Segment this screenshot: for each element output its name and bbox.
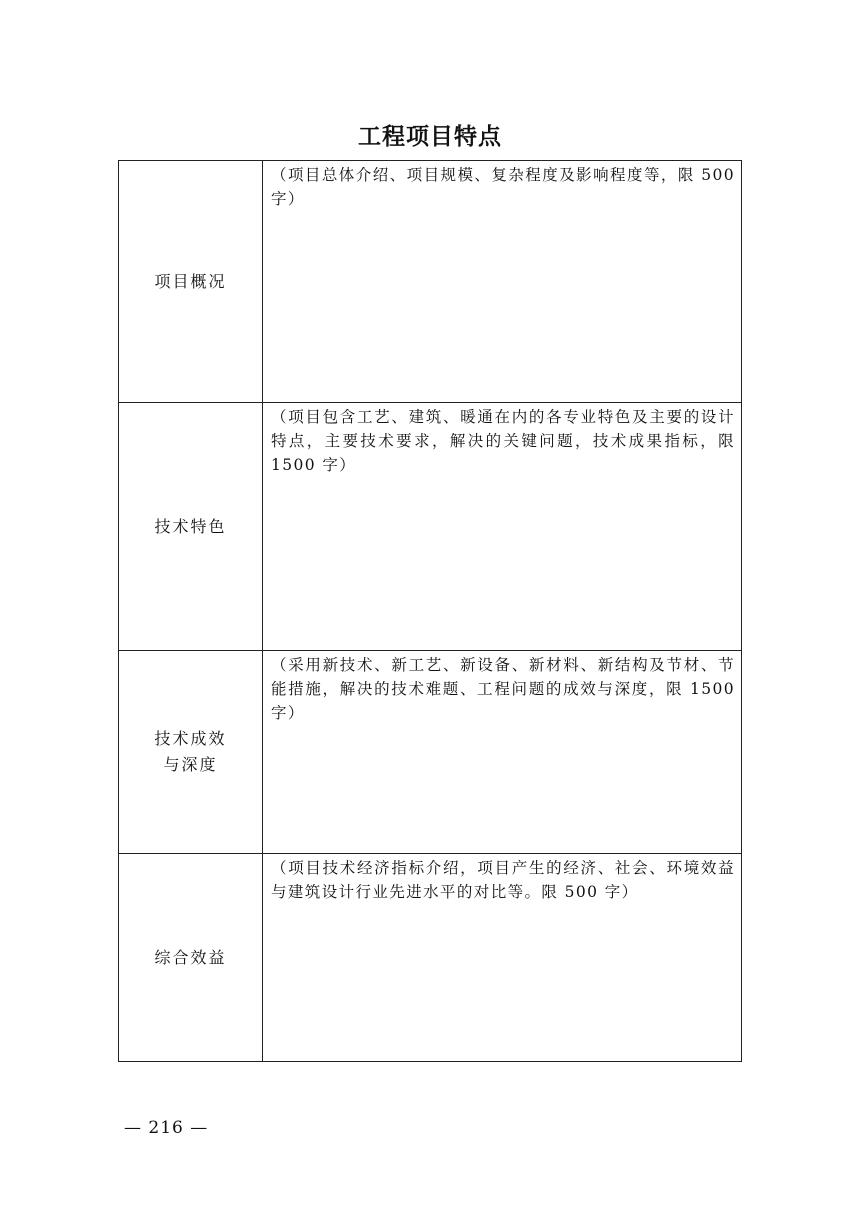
field-hint: （项目包含工艺、建筑、暖通在内的各专业特色及主要的设计特点，主要技术要求，解决的关键问题，技术成果指标，限 1500 字）: [271, 408, 735, 474]
technical-effect-field[interactable]: [263, 651, 742, 854]
technical-features-field[interactable]: [263, 403, 742, 651]
field-hint: （采用新技术、新工艺、新设备、新材料、新结构及节材、节能措施，解决的技术难题、工程问题的成效与深度，限 1500 字）: [271, 656, 735, 722]
row-label-project-overview: 项目概况: [119, 161, 263, 403]
page-number: — 216 —: [124, 1118, 209, 1138]
field-hint: （项目技术经济指标介绍，项目产生的经济、社会、环境效益与建筑设计行业先进水平的对比等。限 500 字）: [271, 859, 735, 901]
table-row: [119, 854, 742, 1062]
table-row: [119, 403, 742, 651]
project-overview-field[interactable]: [263, 161, 742, 403]
row-label-technical-effect: [119, 651, 263, 854]
page-title: 工程项目特点: [358, 124, 502, 150]
label-line: 与深度: [163, 755, 218, 774]
row-label-technical-features: 技术特色: [119, 403, 263, 651]
comprehensive-benefits-field[interactable]: [263, 854, 742, 1062]
label-line: 技术成效: [154, 729, 227, 748]
table-row: [119, 651, 742, 854]
table-row: [119, 161, 742, 403]
row-label-comprehensive-benefits: 综合效益: [119, 854, 263, 1062]
field-hint: （项目总体介绍、项目规模、复杂程度及影响程度等，限 500 字）: [271, 166, 735, 208]
project-features-table: [118, 160, 742, 1062]
